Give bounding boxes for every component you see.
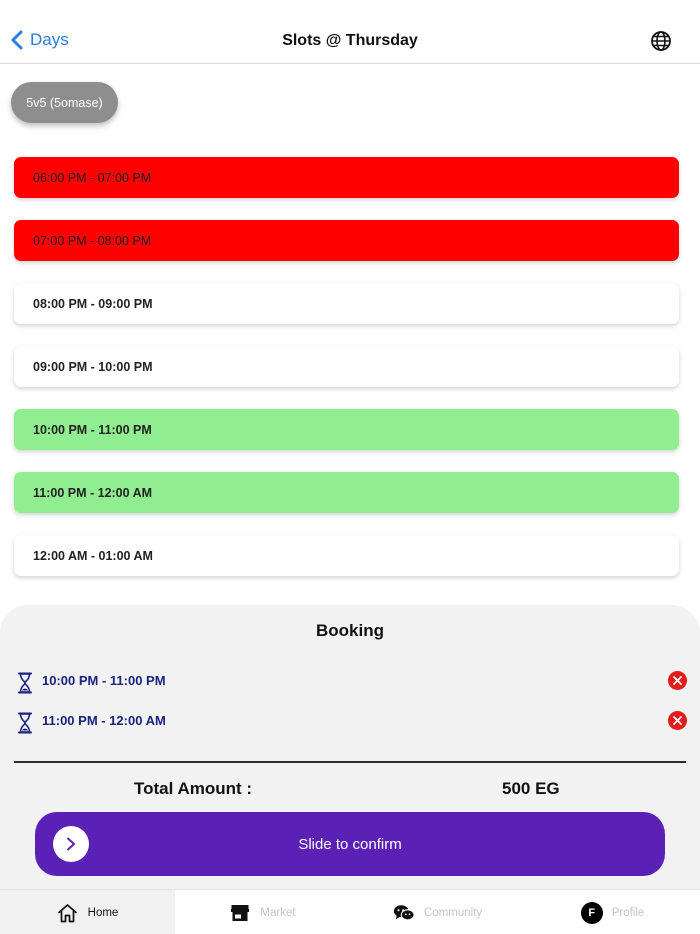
total-amount-label: Total Amount : — [134, 779, 253, 798]
slide-to-confirm[interactable] — [35, 812, 665, 876]
store-icon — [229, 902, 251, 924]
slot-item[interactable]: 06:00 PM - 07:00 PM — [14, 157, 679, 198]
booking-title: Booking — [316, 621, 384, 640]
booking-sheet — [0, 605, 700, 889]
tab-label: Profile — [611, 906, 645, 919]
booking-item-label: 11:00 PM - 12:00 AM — [42, 713, 166, 728]
close-icon — [673, 676, 682, 685]
tab-market[interactable] — [175, 890, 350, 934]
remove-booking-button[interactable] — [668, 711, 687, 730]
navigation-bar — [0, 0, 700, 64]
close-icon — [673, 716, 682, 725]
hourglass-icon — [17, 712, 33, 734]
slot-item[interactable]: 10:00 PM - 11:00 PM — [14, 409, 679, 450]
tab-community[interactable] — [350, 890, 525, 934]
slot-item[interactable]: 11:00 PM - 12:00 AM — [14, 472, 679, 513]
divider — [14, 761, 686, 763]
tab-label: Home — [87, 906, 119, 919]
hourglass-icon — [17, 672, 33, 694]
tab-bar — [0, 889, 700, 934]
slot-item[interactable]: 09:00 PM - 10:00 PM — [14, 346, 679, 387]
back-button-label: Days — [30, 30, 69, 49]
slide-to-confirm-label: Slide to confirm — [298, 835, 402, 853]
chevron-right-icon — [65, 837, 77, 851]
page-title: Slots @ Thursday — [282, 32, 418, 49]
slot-item[interactable]: 07:00 PM - 08:00 PM — [14, 220, 679, 261]
globe-icon[interactable] — [650, 30, 672, 52]
pitch-filter-chip[interactable]: 5v5 (5omase) — [11, 82, 118, 123]
remove-booking-button[interactable] — [668, 671, 687, 690]
booking-item-label: 10:00 PM - 11:00 PM — [42, 673, 166, 688]
tab-home[interactable] — [0, 890, 175, 934]
total-amount-value: 500 EG — [502, 779, 560, 798]
tab-label: Community — [423, 906, 483, 919]
avatar: F — [581, 902, 603, 924]
slot-item[interactable]: 12:00 AM - 01:00 AM — [14, 535, 679, 576]
chat-icon — [393, 902, 415, 924]
slot-item[interactable]: 08:00 PM - 09:00 PM — [14, 283, 679, 324]
booking-item — [17, 709, 687, 739]
slider-handle[interactable] — [53, 826, 89, 862]
tab-profile[interactable] — [525, 890, 700, 934]
booking-item — [17, 669, 687, 699]
slot-list — [14, 157, 679, 598]
home-icon — [57, 902, 79, 924]
tab-label: Market — [260, 906, 296, 919]
